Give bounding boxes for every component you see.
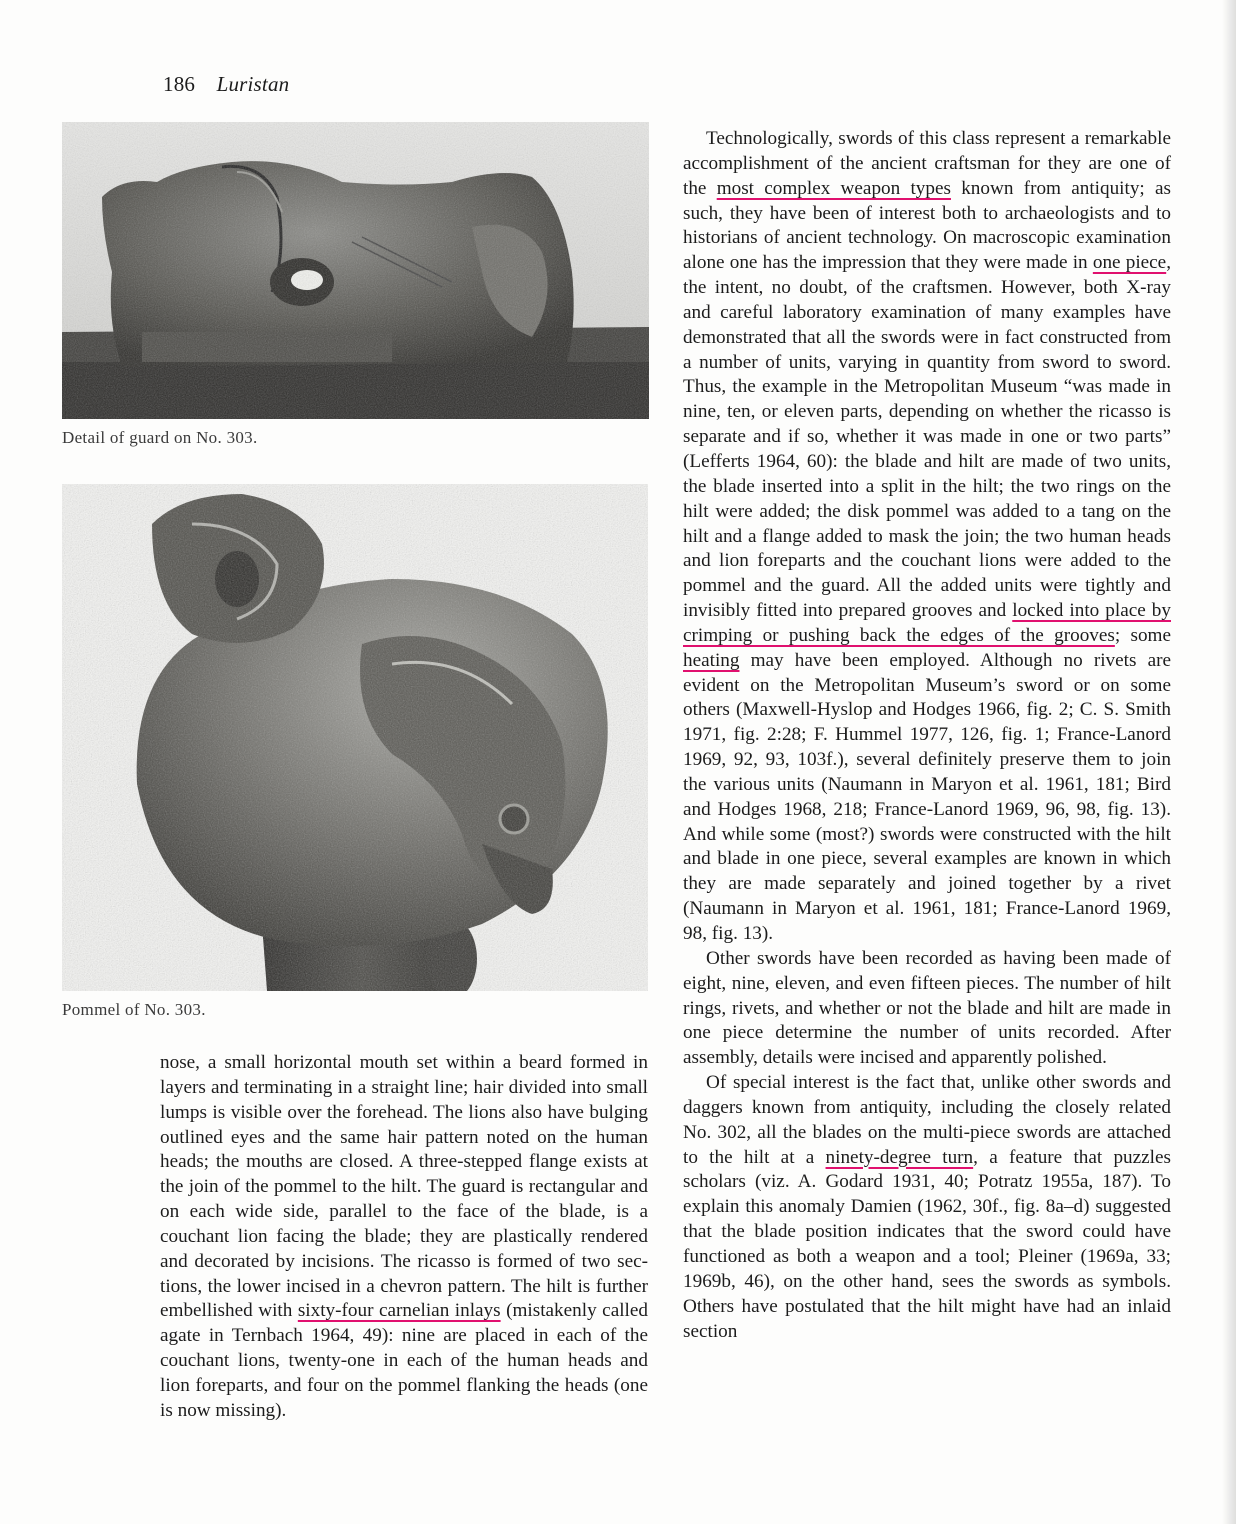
text-run: , a feature that puzzles scholars (viz. A. Godard 1931, 40; Potratz 1955a, 187). To explain this anomaly Damien (1962, 30f., fig. 8a–d) suggested that the blade position indicates that the sword could have functioned as both a weapon and a tool; Pleiner (1969a, 33; 1969b, 46), on the other hand, sees the swords as symbols. Others have postulated that the hilt might have had an inlaid section xyxy=(683,1146,1171,1342)
figure-caption-guard: Detail of guard on No. 303. xyxy=(62,428,258,447)
figure-caption-pommel: Pommel of No. 303. xyxy=(62,1000,206,1019)
right-text-column xyxy=(683,127,1171,1344)
page-number: 186 xyxy=(163,72,196,96)
highlighted-phrase: sixty-four carnelian inlays xyxy=(297,1300,501,1322)
text-run: nose, a small horizontal mouth set within a beard formed in layers and terminating in a straight line; hair divided into small lumps is visible over the forehead. The lions also have bulging outlined eyes and the same hair pattern noted on the human heads; the mouths are closed. A three-stepped flange exists at the join of the pommel to the hilt. The guard is rectangular and on each wide side, parallel to the face of the blade, is a couchant lion facing the blade; they are plastically rendered and decorated by incisions. The ricasso is formed of two sections, the lower incised in a chevron pattern. The hilt is further embellished with xyxy=(160,1052,648,1322)
highlighted-phrase: most complex weapon types xyxy=(716,177,951,199)
section-title: Luristan xyxy=(216,72,290,96)
text-run: known from antiquity; as such, they have been of interest both to archaeologists and to historians of ancient technology. On macroscopic examination alone one has the impression that they were made in xyxy=(683,177,1171,274)
paragraph xyxy=(683,947,1171,1071)
running-head xyxy=(163,72,289,97)
pommel-photo xyxy=(62,484,648,991)
page-edge-shadow xyxy=(1222,0,1236,1524)
highlighted-phrase: locked into place by crimping or pushing back the edges of the grooves xyxy=(683,600,1171,646)
text-run: , the intent, no doubt, of the craftsmen. However, both X-ray and careful laboratory examination of many examples have demonstrated that all the swords were in fact constructed from a number of units, varying in quantity from sword to sword. Thus, the example in the Metropolitan Museum “was made in nine, ten, or eleven parts, depending on whether the ricasso is separate and if so, whether it was made in one or two parts” (Lefferts 1964, 60): the blade and hilt are made of two units, the blade inserted into a split in the hilt; the two rings on the hilt were added; the disk pommel was added to a tang on the hilt and a flange added to mask the join; the two human heads and lion foreparts and the couchant lions were added to the pommel and the guard. All the added units were tightly and invisibly fitted into prepared grooves and xyxy=(683,252,1171,622)
highlighted-phrase: heating xyxy=(683,649,740,671)
highlighted-phrase: one piece xyxy=(1092,252,1167,274)
highlighted-phrase: ninety-degree turn xyxy=(825,1146,974,1168)
left-text-column xyxy=(160,1051,648,1424)
paragraph xyxy=(683,1071,1171,1344)
paragraph xyxy=(683,127,1171,947)
text-run: Technologically, swords of this class represent a remarkable accomplishment of the ancient craftsman for they are one of the xyxy=(683,128,1171,199)
text-run: ; some xyxy=(1114,624,1171,646)
guard-detail-photo xyxy=(62,122,649,419)
text-run: (mistakenly called agate in Ternbach 1964, 49): nine are placed in each of the couchant lions, twenty-one in each of the human heads and lion foreparts, and four on the pommel flanking the heads (one is now missing). xyxy=(160,1300,648,1421)
text-run: may have been employed. Although no rivets are evident on the Metropolitan Museum’s sword or on some others (Maxwell-Hyslop and Hodges 1966, fig. 2; C. S. Smith 1971, fig. 2:28; F. Hummel 1977, 126, fig. 1; France-Lanord 1969, 92, 93, 103f.), several definitely preserve them to join the various units (Naumann in Maryon et al. 1961, 181; Bird and Hodges 1968, 218; France-Lanord 1969, 96, 98, fig. 13). And while some (most?) swords were constructed with the hilt and blade in one piece, several examples are known in which they are made separately and joined together by a rivet (Naumann in Maryon et al. 1961, 181; France-Lanord 1969, 98, fig. 13). xyxy=(683,649,1171,944)
text-run: Of special interest is the fact that, unlike other swords and daggers known from antiquity, including the closely related No. 302, all the blades on the multi-piece swords are attached to the hilt at a xyxy=(683,1072,1171,1168)
paragraph xyxy=(160,1051,648,1424)
text-run: Other swords have been recorded as having been made of eight, nine, eleven, and even fifteen pieces. The number of hilt rings, rivets, and whether or not the blade and hilt are made in one piece determine the number of units recorded. After assembly, details were incised and apparently polished. xyxy=(683,947,1171,1069)
